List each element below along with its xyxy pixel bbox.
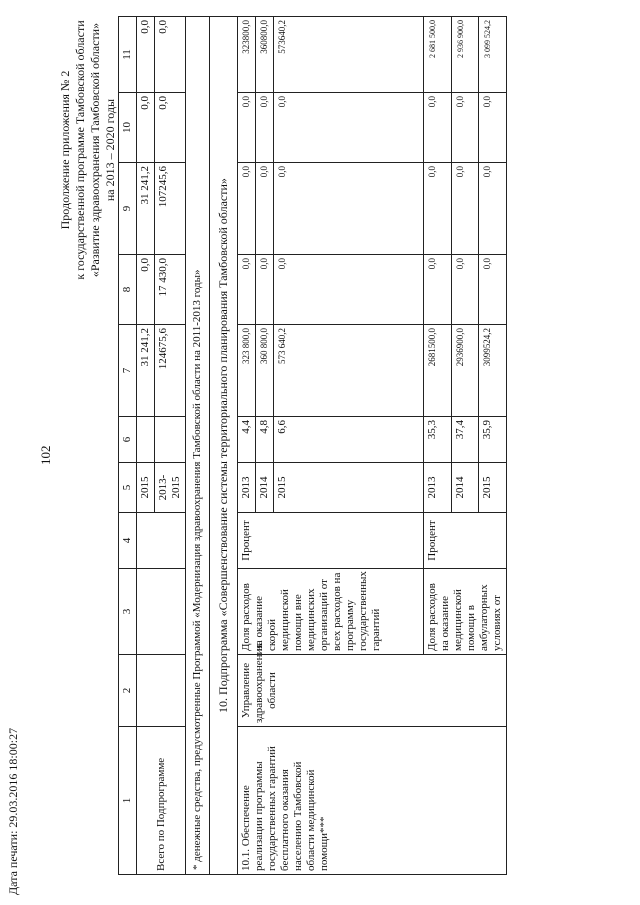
amount-cell: 31 241,2: [137, 325, 155, 417]
amount-cell: 0,0: [451, 163, 479, 255]
amount-cell: 360 800,0: [256, 325, 274, 417]
amount-cell: 0,0: [155, 17, 186, 93]
amount-cell: 0,0: [137, 255, 155, 325]
header-line: Продолжение приложения № 2: [58, 70, 72, 230]
amount-cell: 2 681 500,0: [424, 17, 452, 93]
amount-cell: 3099524,2: [479, 325, 507, 417]
indicator-1-row-2013: [238, 17, 256, 875]
amount-cell: 2681500,0: [424, 325, 452, 417]
amount-cell: 0,0: [238, 163, 256, 255]
amount-cell: 0,0: [238, 255, 256, 325]
amount-cell: 0,0: [137, 17, 155, 93]
column-number: 7: [119, 325, 137, 417]
column-number: 11: [119, 17, 137, 93]
value-cell: 35,3: [424, 417, 452, 463]
amount-cell: 0,0: [451, 255, 479, 325]
year-cell: 2014: [256, 463, 274, 513]
column-number: 5: [119, 463, 137, 513]
column-number: 3: [119, 569, 137, 655]
print-date: Дата печати: 29.03.2016 18:00:27: [6, 727, 20, 895]
column-number: 1: [119, 727, 137, 875]
footnote-row: [186, 17, 210, 875]
amount-cell: 0,0: [137, 93, 155, 163]
year-cell: 2013: [238, 463, 256, 513]
header-line: «Развитие здравоохранения Тамбовской области»: [88, 22, 102, 278]
amount-cell: 0,0: [479, 163, 507, 255]
year-cell: 2015: [479, 463, 507, 513]
header-line: на 2013 – 2020 годы: [103, 98, 117, 202]
amount-cell: 0,0: [479, 255, 507, 325]
amount-cell: 124675,6: [155, 325, 186, 417]
indicator-name: Доля расходов на оказание медицинской помощи в амбулаторных условиях от: [424, 569, 507, 655]
column-number: 2: [119, 655, 137, 727]
appendix-header: [58, 5, 118, 295]
amount-cell: 0,0: [424, 163, 452, 255]
amount-cell: 0,0: [274, 93, 424, 163]
year-cell: 2015: [137, 463, 155, 513]
amount-cell: 0,0: [274, 255, 424, 325]
value-cell: 4,8: [256, 417, 274, 463]
measure-name: 10.1. Обеспечение реализации программы государственных гарантий бесплатного оказания населению Тамбовской области медицинской помощи***: [238, 727, 507, 875]
column-number: 6: [119, 417, 137, 463]
year-cell: 2013: [424, 463, 452, 513]
amount-cell: 0,0: [238, 93, 256, 163]
total-row-2015: [137, 17, 155, 875]
column-number-row: [119, 17, 137, 875]
amount-cell: 0,0: [256, 93, 274, 163]
amount-cell: 0,0: [424, 93, 452, 163]
value-cell: 35,9: [479, 417, 507, 463]
total-label: Всего по Подпрограмме: [137, 727, 186, 875]
column-number: 10: [119, 93, 137, 163]
amount-cell: 31 241,2: [137, 163, 155, 255]
amount-cell: 2 936 900,0: [451, 17, 479, 93]
amount-cell: 0,0: [479, 93, 507, 163]
amount-cell: 0,0: [424, 255, 452, 325]
amount-cell: 0,0: [256, 255, 274, 325]
column-number: 8: [119, 255, 137, 325]
amount-cell: 360800,0: [256, 17, 274, 93]
subprogram-title-row: [210, 17, 238, 875]
amount-cell: 573 640,2: [274, 325, 424, 417]
amount-cell: 0,0: [451, 93, 479, 163]
year-cell: 2015: [274, 463, 424, 513]
amount-cell: 3 099 524,2: [479, 17, 507, 93]
amount-cell: 573640,2: [274, 17, 424, 93]
header-line: к государственной программе Тамбовской области: [73, 20, 87, 280]
executor: Управление здравоохранения области: [238, 655, 507, 727]
amount-cell: 107245,6: [155, 163, 186, 255]
amount-cell: 323800,0: [238, 17, 256, 93]
amount-cell: 0,0: [155, 93, 186, 163]
year-cell: 2013-2015: [155, 463, 186, 513]
amount-cell: 323 800,0: [238, 325, 256, 417]
indicator-name: Доля расходов на оказание скорой медицинской помощи вне медицинских организаций от всех расходов на программу государственных гарантий: [238, 569, 424, 655]
amount-cell: 17 430,0: [155, 255, 186, 325]
indicator-unit: Процент: [424, 513, 507, 569]
amount-cell: 2936900,0: [451, 325, 479, 417]
budget-table: [118, 16, 507, 875]
year-cell: 2014: [451, 463, 479, 513]
amount-cell: 0,0: [274, 163, 424, 255]
page-number: 102: [38, 445, 53, 465]
indicator-unit: Процент: [238, 513, 424, 569]
subprogram-title: 10. Подпрограмма «Совершенствование системы территориального планирования Тамбовской области»: [210, 17, 238, 875]
footnote: * денежные средства, предусмотренные Программой «Модернизация здравоохранения Тамбовской области на 2011-2013 годы»: [186, 17, 210, 875]
value-cell: 4,4: [238, 417, 256, 463]
column-number: 4: [119, 513, 137, 569]
column-number: 9: [119, 163, 137, 255]
amount-cell: 0,0: [256, 163, 274, 255]
value-cell: 6,6: [274, 417, 424, 463]
value-cell: 37,4: [451, 417, 479, 463]
